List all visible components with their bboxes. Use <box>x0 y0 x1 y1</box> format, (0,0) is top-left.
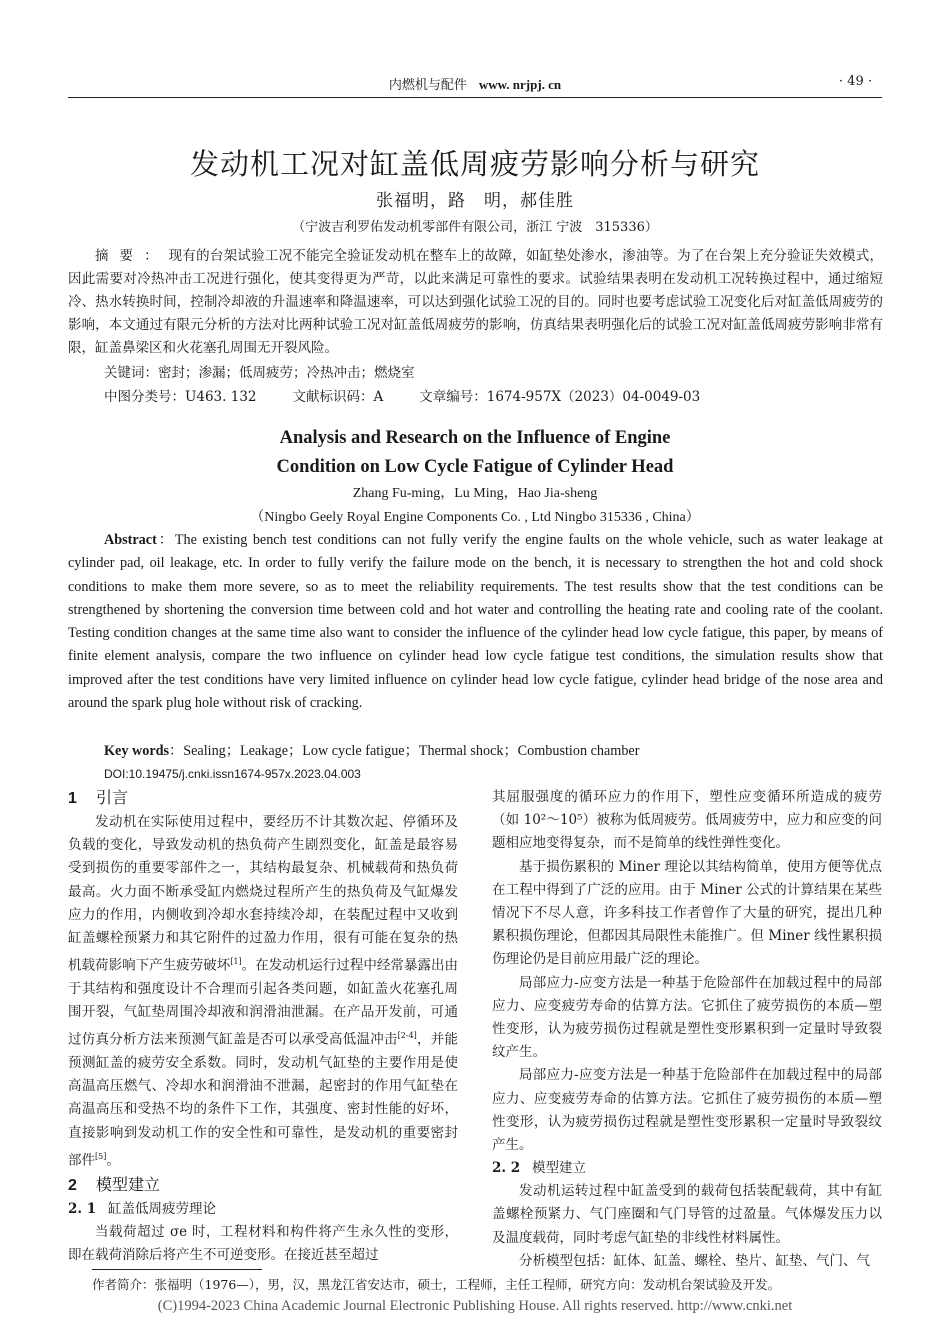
article-number: 文章编号：1674-957X（2023）04-0049-03 <box>419 389 701 405</box>
paragraph: 局部应力-应变方法是一种基于危险部件在加载过程中的局部应力、应变疲劳寿命的估算方法。它抓住了疲劳损伤的本质—塑性变形，认为疲劳损伤过程就是塑性变形累积到一定量时导致裂纹产生。 <box>492 974 882 1061</box>
paragraph: 局部应力-应变方法是一种基于危险部件在加载过程中的局部应力、应变疲劳寿命的估算方法。它抓住了疲劳损伤的本质—塑性变形，认为疲劳损伤过程就是塑性变形累积一定量时导致裂纹产生。 <box>492 1067 882 1154</box>
paragraph: 基于损伤累积的 Miner 理论以其结构简单，使用方便等优点在工程中得到了广泛的应用。由于 Miner 公式的计算结果在某些情况下不尽人意，许多科技工作者曾作了大量的研究，提出几种累积损伤理论，但都因其局限性未能推广。但 Miner 线性累积损伤理论仍是目前应用最广泛的理论。 <box>492 858 882 968</box>
abstract-chinese <box>68 245 883 360</box>
document-code: 文献标识码：A <box>292 389 384 405</box>
subsection-title: 模型建立 <box>532 1160 586 1177</box>
doi-link[interactable]: DOI:10.19475/j.cnki.issn1674-957x.2023.04.003 <box>104 767 361 781</box>
citation-ref[interactable]: [1] <box>230 957 242 967</box>
clc-number: 中图分类号：U463. 132 <box>104 389 257 405</box>
section-number: 2 <box>68 1176 77 1194</box>
affiliation-english: （Ningbo Geely Royal Engine Components Co. , Ltd Ningbo 315336 , China） <box>250 510 700 525</box>
paragraph: 其屈服强度的循环应力的作用下，塑性应变循环所造成的疲劳（如 10²～10⁵）被称为低周疲劳。低周疲劳中，应力和应变的问题相应地变得复杂，而不是简单的线性弹性变化。 <box>492 789 882 852</box>
subsection-heading-fatigue-theory <box>68 1198 458 1221</box>
paragraph: 分析模型包括：缸体、缸盖、螺栓、垫片、缸垫、气门、气 <box>519 1252 870 1269</box>
section-number: 1 <box>68 790 77 807</box>
authors-chinese: 张福明，路 明，郝佳胜 <box>376 191 574 211</box>
authors-english: Zhang Fu-ming，Lu Ming，Hao Jia-sheng <box>352 486 598 501</box>
paragraph: 发动机运转过程中缸盖受到的载荷包括装配载荷，其中有缸盖螺栓预紧力、气门座圈和气门导管的过盈量。气体爆发压力以及温度载荷，同时考虑气缸垫的非线性材料属性。 <box>492 1183 882 1246</box>
paragraph-text: 。在发动机运行过程中经常暴露出由于其结构和强度设计不合理而引起各类问题，如缸盖火花塞孔周围开裂，气缸垫周围冷却液和润滑油泄漏。在产品开发前，可通过仿真分析方法来预测气缸盖是否可以承受高低温冲击 <box>68 957 458 1048</box>
header-journal-line <box>0 74 950 93</box>
running-header <box>0 70 950 96</box>
paragraph <box>68 811 458 1173</box>
paragraph: 当载荷超过 σe 时，工程材料和构件将产生永久性的变形，即在载荷消除后将产生不可逆变形。在接近甚至超过 <box>68 1223 458 1263</box>
body-column-left <box>68 786 458 1267</box>
paragraph-text: 发动机在实际使用过程中，要经历不计其数次起、停循环及负载的变化，导致发动机的热负荷产生剧烈变化，缸盖是最容易受到损伤的重要零部件之一，其结构最复杂、机械载荷和热负荷最高。火力面不断承受缸内燃烧过程所产生的热负荷及气缸爆发应力的作用，内侧收到冷却水套持续冷却，在装配过程中又收到缸盖螺栓预紧力和其它附件的过盈力作用，很有可能在复杂的热机载荷影响下产生疲劳破坏 <box>68 814 458 974</box>
author-footnote: 作者简介：张福明（1976—），男，汉，黑龙江省安达市，硕士，工程师，主任工程师，研究方向：发动机台架试验及开发。 <box>92 1277 781 1292</box>
title-english <box>0 424 950 482</box>
footnote-divider <box>92 1269 262 1270</box>
affiliation-chinese: （宁波吉利罗佑发动机零部件有限公司，浙江 宁波 315336） <box>292 220 658 235</box>
section-heading-model <box>68 1173 458 1198</box>
subsection-title: 缸盖低周疲劳理论 <box>108 1200 216 1217</box>
citation-ref[interactable]: [5] <box>95 1151 107 1161</box>
journal-website-link[interactable]: www. nrjpj. cn <box>478 77 562 92</box>
section-title: 模型建立 <box>96 1174 161 1194</box>
keywords-chinese: 关键词：密封；渗漏；低周疲劳；冷热冲击；燃烧室 <box>104 365 415 381</box>
abstract-english-label: Abstract <box>104 532 157 548</box>
copyright-watermark: (C)1994-2023 China Academic Journal Electronic Publishing House. All rights reserved. http://www.cnki.net <box>157 1298 793 1314</box>
title-chinese: 发动机工况对缸盖低周疲劳影响分析与研究 <box>189 147 760 181</box>
paragraph-text: 。 <box>106 1152 120 1169</box>
subsection-number: 2. 1 <box>68 1200 97 1217</box>
abstract-english-text: ：The existing bench test conditions can not fully verify the engine faults on the whole vehicle, such as water leakage at cylinder pad, oil leakage, etc. In order to fully verify the failure mode on the bench, it is necessary to strengthen the hot and cold shock conditions to make them more severe, so as to meet the reliability requirements. The test results show that the test conditions can be strengthened by shortening the conversion time between cold and hot water and controlling the heating rate and cooling rate of the coolant. Testing condition changes at the same time also want to consider the influence of the cylinder head low cycle fatigue, this paper, by means of finite element analysis, compare the two influence on cylinder head low cycle fatigue test conditions, the simulation results show that improved after the test conditions have very limited influence on cylinder head low cycle fatigue, cylinder head bridge of the nose area and around the spark plug hole without risk of cracking. <box>68 532 883 712</box>
body-column-right <box>492 786 882 1273</box>
citation-ref[interactable]: [2-4] <box>397 1031 417 1041</box>
title-english-line1: Analysis and Research on the Influence of Engine <box>279 428 671 448</box>
abstract-english <box>68 529 883 715</box>
abstract-chinese-label: 摘要： <box>95 248 169 264</box>
keywords-english-label: Key words <box>104 743 170 759</box>
section-heading-introduction <box>68 786 458 811</box>
subsection-heading-model-setup <box>492 1157 882 1180</box>
paragraph-text: ，并能预测缸盖的疲劳安全系数。同时，发动机气缸垫的主要作用是使高温高压燃气、冷却水和润滑油不泄漏，起密封的作用气缸垫在高温高压和受热不均的条件下工作，其强度、密封性能的好坏，直接影响到发动机工作的安全性和可靠性，是发动机的重要密封部件 <box>68 1031 459 1169</box>
section-title: 引言 <box>96 788 129 807</box>
page-number: · 49 · <box>838 74 872 89</box>
journal-name: 内燃机与配件 <box>388 78 467 93</box>
keywords-english-text: ：Sealing；Leakage；Low cycle fatigue；Thermal shock；Combustion chamber <box>169 743 640 759</box>
subsection-number: 2. 2 <box>492 1160 521 1177</box>
title-english-line2: Condition on Low Cycle Fatigue of Cylinder Head <box>276 457 674 477</box>
classification-line <box>104 385 884 405</box>
keywords-english <box>104 740 884 760</box>
abstract-chinese-text: 现有的台架试验工况不能完全验证发动机在整车上的故障，如缸垫处渗水，渗油等。为了在台架上充分验证失效模式，因此需要对冷热冲击工况进行强化，使其变得更为严苛，以此来满足可靠性的要求。试验结果表明在发动机工况转换过程中，通过缩短冷、热水转换时间，控制冷却液的升温速率和降温速率，可以达到强化试验工况的目的。同时也要考虑试验工况变化后对缸盖低周疲劳的影响，本文通过有限元分析的方法对比两种试验工况对缸盖低周疲劳的影响，仿真结果表明强化后的试验工况对缸盖低周疲劳影响非常有限，缸盖鼻梁区和火花塞孔周围无开裂风险。 <box>68 248 884 356</box>
header-divider <box>68 97 882 98</box>
